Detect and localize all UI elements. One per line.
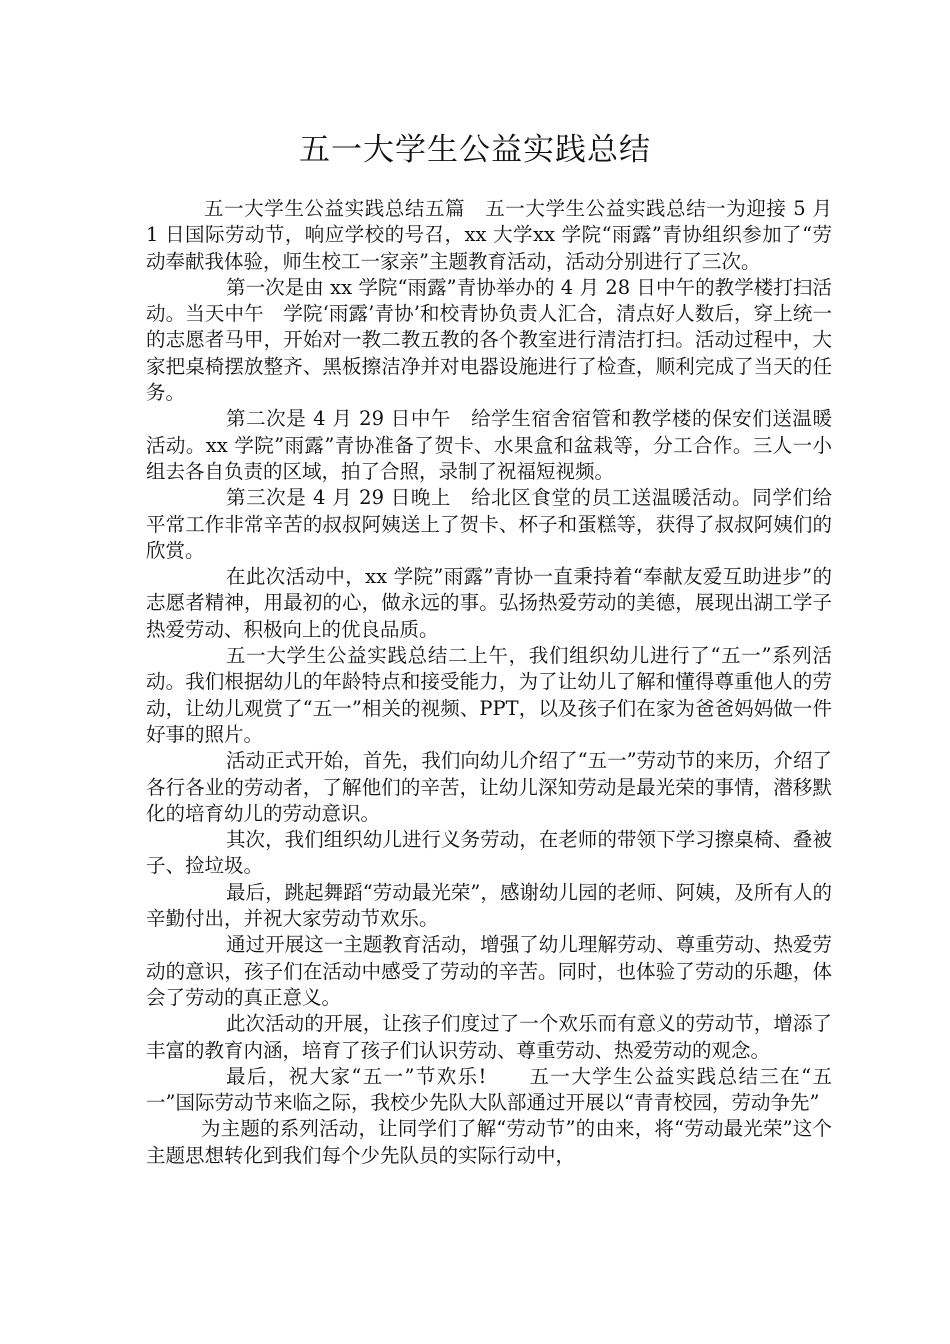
paragraph-2: 第一次是由 xx 学院“雨露”青协举办的 4 月 28 日中午的教学楼打扫活动。当天中午 学院‘雨露’青协’和校青协负责人汇合，清点好人数后，穿上统一的志愿者马甲，开始对一教二教五教的各个教室进行清洁打扫。活动过程中，大家把桌椅摆放整齐、黑板擦洁净并对电器设施进行了检查，顺利完成了当天的任务。: [146, 275, 832, 405]
paragraph-4: 第三次是 4 月 29 日晚上 给北区食堂的员工送温暖活动。同学们给平常工作非常辛苦的叔叔阿姨送上了贺卡、杯子和蛋糕等，获得了叔叔阿姨们的欣赏。: [146, 486, 832, 562]
paragraph-11: 此次活动的开展，让孩子们度过了一个欢乐而有意义的劳动节，增添了丰富的教育内涵，培育了孩子们认识劳动、尊重劳动、热爱劳动的观念。: [146, 1012, 832, 1062]
paragraph-6: 五一大学生公益实践总结二上午，我们组织幼儿进行了“五一”系列活动。我们根据幼儿的年龄特点和接受能力，为了让幼儿了解和懂得尊重他人的劳动，让幼儿观赏了“五一”相关的视频、PPT，以及孩子们在家为爸爸妈妈做一件好事的照片。: [146, 644, 832, 746]
document-body: [146, 196, 832, 1169]
paragraph-1: 五一大学生公益实践总结五篇 五一大学生公益实践总结一为迎接 5 月 1 日国际劳动节，响应学校的号召，xx 大学xx 学院“雨露”青协组织参加了“劳动奉献我体验，师生校工一家亲”主题教育活动，活动分别进行了三次。: [146, 197, 832, 273]
paragraph-12: 最后，祝大家“五一”节欢乐! 五一大学生公益实践总结三在“五一”国际劳动节来临之际，我校少先队大队部通过开展以“青青校园，劳动争先”: [146, 1064, 832, 1115]
paragraph-5: 在此次活动中，xx 学院”雨露”青协一直秉持着“奉献友爱互助进步”的志愿者精神，用最初的心，做永远的事。弘扬热爱劳动的美德，展现出湖工学子热爱劳动、积极向上的优良品质。: [146, 565, 832, 641]
paragraph-10: 通过开展这一主题教育活动，增强了幼儿理解劳动、尊重劳动、热爱劳动的意识，孩子们在活动中感受了劳动的辛苦。同时，也体验了劳动的乐趣，体会了劳动的真正意义。: [146, 933, 832, 1009]
paragraph-8: 其次，我们组织幼儿进行义务劳动，在老师的带领下学习擦桌椅、叠被子、捡垃圾。: [146, 828, 832, 878]
document-title: 五一大学生公益实践总结: [299, 132, 651, 168]
paragraph-9: 最后，跳起舞蹈“劳动最光荣”，感谢幼儿园的老师、阿姨，及所有人的辛勤付出，并祝大家劳动节欢乐。: [146, 880, 832, 931]
paragraph-13: 为主题的系列活动，让同学们了解“劳动节”的由来，将“劳动最光荣”这个主题思想转化到我们每个少先队员的实际行动中，: [146, 1117, 832, 1167]
paragraph-3: 第二次是 4 月 29 日中午 给学生宿舍宿管和教学楼的保安们送温暖活动。xx 学院”雨露”青协准备了贺卡、水果盒和盆栽等，分工合作。三人一小组去各自负责的区域，拍了合照，录制了祝福短视频。: [146, 407, 832, 483]
paragraph-7: 活动正式开始，首先，我们向幼儿介绍了“五一”劳动节的来历，介绍了各行各业的劳动者，了解他们的辛苦，让幼儿深知劳动是最光荣的事情，潜移默化的培育幼儿的劳动意识。: [146, 749, 832, 825]
